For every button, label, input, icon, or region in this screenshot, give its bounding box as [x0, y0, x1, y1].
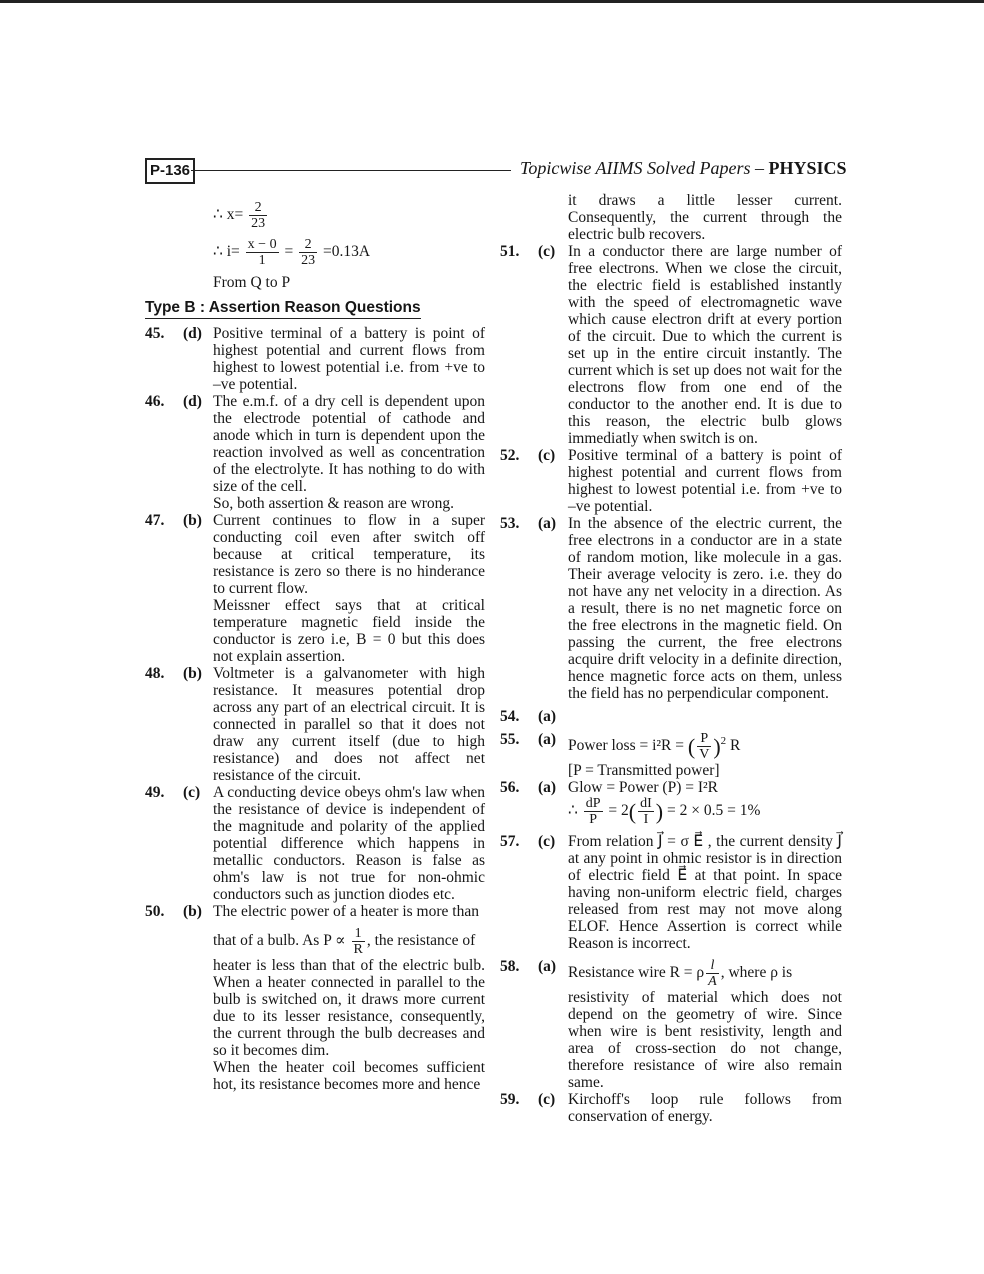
question-number: 53. — [500, 515, 520, 532]
answer-option: (c) — [538, 833, 556, 850]
question-number: 55. — [500, 731, 520, 748]
frac-num: dP — [585, 796, 601, 811]
answer-option: (a) — [538, 515, 557, 532]
resistance-formula-end: , where ρ is — [720, 964, 793, 982]
frac-den: 1 — [258, 253, 266, 268]
frac-den: R — [353, 942, 363, 957]
header-title-italic: Topicwise AIIMS Solved Papers – — [520, 158, 764, 178]
frac-num: 1 — [352, 926, 365, 942]
answer-50-body: heater is less than that of the electric bulb. When a heater connected in parallel to the bulb is switched on, it draws more current due to its lesser resistance, consequently, the current through the bulb decreases and so it becomes dim. — [213, 957, 485, 1059]
resistance-symbol: R — [730, 737, 741, 755]
question-number: 50. — [145, 903, 165, 920]
answer-text: In the absence of the electric current, the free electrons in a conductor are in a state of random motion, like molecule in a gas. Their average velocity is zero. i.e. they do not have any net velocity in a direction. As a result, there is no net magnetic force on the free electrons in the magnetic field. On passing the current, the free electrons acquire drift velocity in a definite direction, hence magnetic force acts on them, unless the field has no perpendicular component. — [568, 515, 842, 702]
frac-den: I — [643, 812, 649, 827]
answer-text: The electric power of a heater is more than — [213, 903, 479, 920]
running-header — [520, 158, 847, 179]
question-number: 59. — [500, 1091, 520, 1108]
frac-num: l — [706, 958, 719, 974]
question-number: 45. — [145, 325, 165, 342]
right-column — [500, 192, 842, 1125]
eq-equals: = 2 — [608, 802, 629, 820]
left-column — [145, 200, 485, 1093]
from-q-to-p: From Q to P — [213, 274, 291, 291]
answer-option: (b) — [183, 903, 202, 920]
transmitted-power-note: [P = Transmitted power] — [568, 762, 720, 779]
resistance-formula: Resistance wire R = ρ — [568, 964, 705, 982]
exponent: 2 — [720, 734, 727, 747]
question-number: 47. — [145, 512, 165, 529]
answer-option: (a) — [538, 779, 557, 796]
frac-num: 2 — [249, 200, 267, 216]
answer-50-proportion — [145, 926, 485, 957]
answer-text: Kirchoff's loop rule follows from conservation of energy. — [568, 1091, 842, 1125]
top-border — [0, 0, 984, 3]
power-loss-text: Power loss = i²R = — [568, 737, 685, 755]
frac-num: 2 — [299, 237, 317, 253]
answer-option: (c) — [538, 243, 556, 260]
answer-53 — [500, 515, 842, 702]
answer-58 — [500, 958, 842, 989]
answer-text: Current continues to flow in a super conducting coil even after switch off because at critical temperature, its resistance is zero so there is no hinderance to current flow. — [213, 512, 485, 597]
frac-den: 23 — [301, 253, 316, 268]
question-number: 51. — [500, 243, 520, 260]
frac-den: A — [708, 974, 717, 989]
answer-51 — [500, 243, 842, 447]
frac-num: x − 0 — [247, 237, 277, 252]
answer-option: (a) — [538, 731, 557, 748]
question-number: 58. — [500, 958, 520, 975]
fraction — [638, 796, 654, 827]
question-number: 54. — [500, 708, 520, 725]
answer-option: (c) — [183, 784, 201, 801]
answer-47 — [145, 512, 485, 597]
answer-46 — [145, 393, 485, 495]
answer-55 — [500, 731, 842, 762]
proportion-text-end: , the resistance of — [366, 932, 476, 950]
header-rule — [191, 170, 511, 171]
eq-equals: = — [284, 243, 294, 261]
answer-56 — [500, 779, 842, 796]
question-number: 52. — [500, 447, 520, 464]
answer-option: (a) — [538, 958, 557, 975]
answer-47-meissner: Meissner effect says that at critical temperature magnetic field inside the conductor is zero i.e, B = 0 but this does not explain assertion. — [213, 597, 485, 665]
question-number: 56. — [500, 779, 520, 796]
fraction — [246, 237, 279, 268]
answer-text: The e.m.f. of a dry cell is dependent upon the electrode potential of cathode and anode which in turn is dependent upon the reaction involved as well as concentration of the electrolyte. It has nothing to do with size of the cell. — [213, 393, 485, 495]
equation-i — [145, 237, 485, 268]
fraction — [299, 237, 317, 268]
fraction — [584, 796, 603, 827]
answer-58-body: resistivity of material which does not depend on the geometry of wire. Since when wire is bent resistivity, length and area of cross-section do not change, therefore resistance of wire also remain same. — [568, 989, 842, 1091]
answer-option: (c) — [538, 1091, 556, 1108]
fraction — [697, 731, 711, 762]
eq-result: = 2 × 0.5 = 1% — [667, 802, 761, 820]
answer-text: In a conductor there are large number of free electrons. When we close the circuit, the electric field is established instantly with the speed of electromagnetic wave which cause electron drift at every portion of the circuit. Due to which the current is set up in the entire circuit instantly. The current which is set up does not wait for the electrons flow from one end of the conductor to the another end. It is due to this reason, the electric bulb glows immediatly when switch is on. — [568, 243, 842, 447]
answer-option: (d) — [183, 325, 202, 342]
eq-i-result: =0.13A — [322, 243, 371, 261]
fraction — [352, 926, 365, 957]
question-number: 46. — [145, 393, 165, 410]
answer-45 — [145, 325, 485, 393]
answer-text: Voltmeter is a galvanometer with high resistance. It measures potential drop across any part of an electrical circuit. It is connected in parallel so that it does not draw any current itself (due to high resistance) and does not affect net resistance of the circuit. — [213, 665, 485, 784]
section-title: Type B : Assertion Reason Questions — [145, 299, 421, 319]
frac-den: P — [589, 812, 598, 827]
answer-text: From relation J⃗ = σ E⃗ , the current density J⃗ at any point in ohmic resistor is in direction of electric field E⃗ at that point. In space having non-uniform electric field, charges released from rest may not move along ELOF. Hence Assertion is correct while Reason is incorrect. — [568, 833, 842, 952]
frac-den: 23 — [251, 216, 266, 231]
frac-num: dI — [640, 796, 652, 811]
answer-text: A conducting device obeys ohm's law when the resistance of device is independent of the magnitude and polarity of the applied potential difference which happens in metallic conductors. Reason is false as ohm's law is not true for non-ohmic conductors such as junction diodes etc. — [213, 784, 485, 903]
question-number: 57. — [500, 833, 520, 850]
answer-59 — [500, 1091, 842, 1125]
fraction — [706, 958, 719, 989]
answer-48 — [145, 665, 485, 784]
answer-49 — [145, 784, 485, 903]
answer-text: Positive terminal of a battery is point of highest potential and current flows from highest to lowest potential i.e. from +ve to –ve potential. — [568, 447, 842, 515]
answer-52 — [500, 447, 842, 515]
answer-option: (c) — [538, 447, 556, 464]
eq-i-lhs: ∴ i= — [213, 243, 240, 261]
equation-x — [145, 200, 485, 231]
answer-56-equation: ∴ $\frac{dP}{P}$ = 2( $\frac{dI}{I}$ ) = 2 × 0.5 = 1% — [568, 796, 761, 827]
answer-50-continued: it draws a little lesser current. Consequently, the current through the electric bulb recovers. — [568, 192, 842, 243]
proportion-text: that of a bulb. As P ∝ — [213, 932, 346, 950]
answer-46-conclusion: So, both assertion & reason are wrong. — [213, 495, 455, 512]
answer-50-tail: When the heater coil becomes sufficient hot, its resistance becomes more and hence — [213, 1059, 485, 1093]
page-number-badge: P-136 — [145, 158, 195, 184]
answer-text: Glow = Power (P) = I²R — [568, 779, 718, 796]
question-number: 48. — [145, 665, 165, 682]
fraction — [249, 200, 267, 231]
answer-50 — [145, 903, 485, 920]
answer-option: (b) — [183, 665, 202, 682]
answer-option: (a) — [538, 708, 557, 725]
question-number: 49. — [145, 784, 165, 801]
answer-57 — [500, 833, 842, 952]
header-title-bold: PHYSICS — [768, 158, 847, 178]
answer-text — [568, 958, 842, 989]
answer-54 — [500, 708, 842, 725]
answer-text: Positive terminal of a battery is point of highest potential and current flows from highest to lowest potential i.e. from +ve to –ve potential. — [213, 325, 485, 393]
answer-text: Power loss = i²R = ( $\frac{P}{V}$ )$^2$ R — [568, 731, 741, 762]
therefore-symbol: ∴ — [568, 802, 578, 820]
answer-option: (d) — [183, 393, 202, 410]
frac-num: P — [697, 731, 711, 747]
answer-option: (b) — [183, 512, 202, 529]
eq-x-lhs: ∴ x= — [213, 206, 244, 224]
frac-den: V — [699, 747, 710, 762]
